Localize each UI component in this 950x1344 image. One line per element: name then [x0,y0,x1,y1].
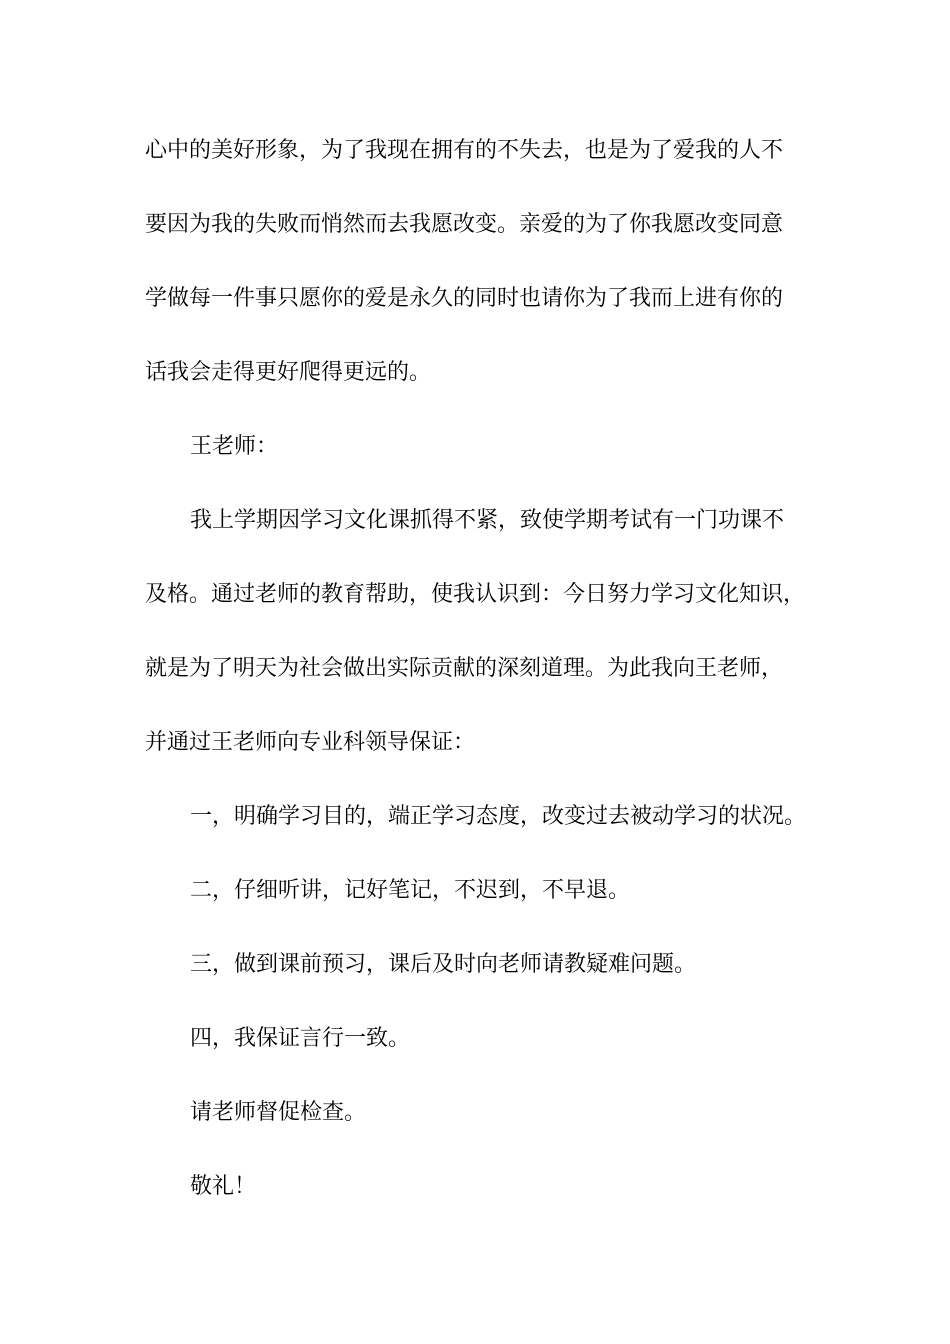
text-line-6: 我上学期因学习文化课抓得不紧，致使学期考试有一门功课不 [190,508,785,533]
text-line-8: 就是为了明天为社会做出实际贡献的深刻道理。为此我向王老师， [145,656,784,681]
pledge-item-4: 四，我保证言行一致。 [190,1026,411,1051]
request-line: 请老师督促检查。 [190,1100,367,1125]
salutation: 王老师： [190,434,279,459]
text-line-9: 并通过王老师向专业科领导保证： [145,730,476,755]
text-line-2: 要因为我的失败而悄然而去我愿改变。亲爱的为了你我愿改变同意 [145,212,784,237]
text-line-7: 及格。通过老师的教育帮助，使我认识到：今日努力学习文化知识， [145,582,806,607]
pledge-item-2: 二，仔细听讲，记好笔记，不迟到，不早退。 [190,878,631,903]
text-line-4: 话我会走得更好爬得更远的。 [145,360,432,385]
text-line-1: 心中的美好形象，为了我现在拥有的不失去，也是为了爱我的人不 [145,138,784,163]
text-line-3: 学做每一件事只愿你的爱是永久的同时也请你为了我而上进有你的 [145,286,784,311]
pledge-item-1: 一，明确学习目的，端正学习态度，改变过去被动学习的状况。 [190,804,807,829]
pledge-item-3: 三，做到课前预习，课后及时向老师请教疑难问题。 [190,952,697,977]
closing-line: 敬礼！ [190,1174,257,1199]
